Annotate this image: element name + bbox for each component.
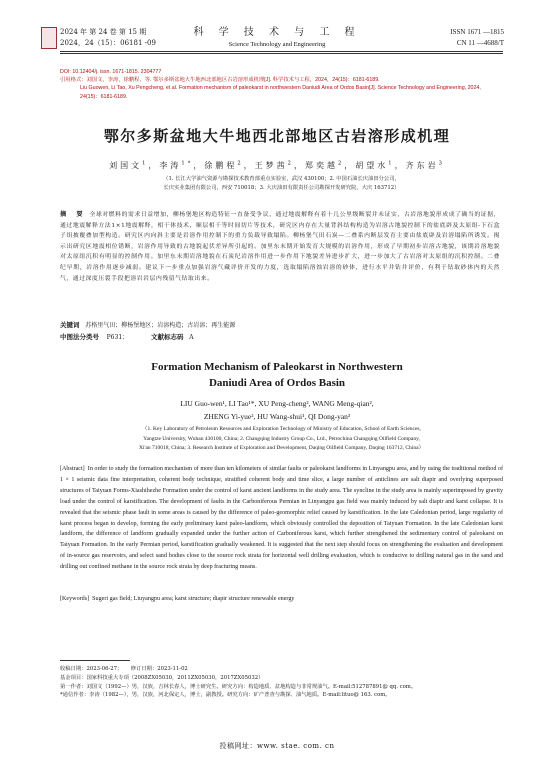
submission-url[interactable]: 投稿网址：www. stae. com. cn xyxy=(219,742,335,750)
first-author-text: 刘国文（1992—）男，汉族，吉林长春人，博士研究生。研究方向：构造地质、盆地构造与非常规油气。E-mail:512787891@ qq. com。 xyxy=(86,683,417,690)
affiliations-en xyxy=(60,425,503,454)
corr-author-text: 李涛（1982—），男，汉族，河北保定人，博士，副教授。研究方向：矿产普查与勘探、油气地质。E-mail:lituo@ 163. com。 xyxy=(89,692,391,699)
doi[interactable]: DOI: 10.12404/j. issn. 1671-1815. 2304777 xyxy=(60,69,162,75)
keywords-cn-text: 苏格里气田；柳杨堡地区；岩溶构造；古岩溶；再生能源 xyxy=(85,322,236,329)
abstract-cn xyxy=(60,210,500,284)
citation-cn: 引用格式：刘国文，李涛，徐鹏程，等. 鄂尔多斯盆地大牛地西北部地区古岩溶形成机理[J]. 科学技术与工程，2024，24(15)：6181-6189. xyxy=(60,77,380,83)
fund-text: 国家科技重大专项（2008ZX05030，2011ZX05030，2017ZX05032） xyxy=(86,674,264,681)
footnotes xyxy=(60,665,503,700)
author: 李涛$^{1*}$， xyxy=(159,160,205,170)
keywords-en-label: [Keywords] xyxy=(60,596,90,602)
received-label: 收稿日期： xyxy=(60,666,87,672)
cn-number: CN 11 —4688/T xyxy=(456,39,504,47)
affiliation-line: （1. 长江大学油气资源与勘探技术教育部重点实验室，武汉 430100；2. 中国石油长庆油田分公司， xyxy=(163,176,400,182)
paper-title-cn: 鄂尔多斯盆地大牛地西北部地区古岩溶形成机理 xyxy=(103,127,451,145)
author: 郑奕越$^2$， xyxy=(304,160,356,170)
first-author-line xyxy=(60,683,503,692)
author: 王梦茜$^2$， xyxy=(254,160,305,170)
header-rule-thin xyxy=(60,53,503,54)
affiliations-cn xyxy=(60,175,503,193)
abstract-cn-text: 全球对燃料的需求日益增加，柳杨堡地区构造特征一直备受争议，通过地震解释有着十几公里级断裂并未证实，古岩溶地貌形成成了确当的证据，通过地震解释方法1×1地震解释，相干体技术，顺层相干等时间切片等技术，研究区内存在大量背斜结构构造为岩溶古地貌控制下的盐底辟及太原组-下石盒子组披覆叠加型构造。研究区内向斜主要是岩溶作用控制下的重力负载导致塌陷。柳杨堡气田石炭—二叠系内断层发育主要由盐底辟及岩溶塌陷所诱发。揭示出研究区地震相位错断，岩溶作用导致的古地貌起伏差异所引起的。加里东末期开始发育大规模的岩溶作用，形成了早期初步岩溶古地貌，该期岩溶地貌对太原组沉积有明显的控制作用。加里东末期岩溶地貌在石炭纪岩溶作用进一步作用下地貌差异进步扩大，进一步加大了古岩溶对太原组的沉积控制。二叠纪早期，岩溶作用逐步减弱。建议下一步重点加强岩溶气藏评价开发的力度，选取塌陷溶蚀岩溶的砂体，进行水平井钻井评价，有利于钻取砂体内的天然气，通过深度压裂手段把溶岩岩层内残留气钻取出来。 xyxy=(60,212,501,282)
author: 徐鹏程$^2$， xyxy=(204,160,255,170)
date-pages: 2024，24（15）：06181 -09 xyxy=(60,39,156,47)
footnote-rule xyxy=(60,660,130,661)
header-rule xyxy=(60,51,503,52)
affiliation-line: （1. Key Laboratory of Petroleum Resources and Exploration Technology of Ministry of Education, School of Earth Sciences, xyxy=(142,426,421,432)
abstract-en-label: [Abstract] xyxy=(60,466,85,472)
affiliation-line: Yangtze University, Wuhan 430100, China; 2. Changqing Industry Group Co., Ltd., Petrochina Changqing Oilfield Company, xyxy=(143,435,420,442)
journal-title-en: Science Technology and Engineering xyxy=(228,41,326,48)
abstract-cn-label: 摘 要 xyxy=(60,211,85,218)
fund-line xyxy=(60,674,503,683)
class-value: P631； xyxy=(106,334,129,341)
keywords-cn-label: 关键词 xyxy=(60,321,80,329)
affiliation-line: Xi'an 710018, China; 3. Research Institute of Exploration and Development, Daqing Oilfield Company, Daqing 163712, China） xyxy=(138,445,425,452)
keywords-cn xyxy=(60,320,500,331)
fund-label: 基金项目： xyxy=(60,674,87,681)
received-date: 2023-06-27； xyxy=(86,666,123,672)
abstract-en xyxy=(60,464,503,573)
keywords-en-text: Sugeri gas field; Liuyangpu area; karst structure; diapir structure renewable energy xyxy=(92,596,295,602)
authors-cn xyxy=(0,160,554,171)
title-en-line: Daniudi Area of Ordos Basin xyxy=(208,377,346,389)
journal-title-cn: 科 学 技 术 与 工 程 xyxy=(193,27,361,38)
issn: ISSN 1671 —1815 xyxy=(450,28,504,36)
classification xyxy=(60,332,500,343)
author: 齐东岩$^3$ xyxy=(405,160,445,170)
doc-label: 文献标志码 xyxy=(151,333,184,341)
authors-en-line: LIU Guo-wen¹, LI Tao¹*, XU Peng-cheng², WANG Meng-qian², xyxy=(180,399,374,408)
issn-info xyxy=(450,27,504,49)
keywords-en xyxy=(60,594,503,604)
affiliation-line: 长庆实业集团有限公司，西安 710018；3. 大庆油田有限责任公司勘探开发研究院，大庆 163712） xyxy=(163,185,400,191)
authors-en xyxy=(0,397,554,423)
first-author-label: 第一作者： xyxy=(60,683,87,690)
citation-en: Liu Guowen, Li Tao, Xu Pengcheng, et al. Formation mechanism of paleokarst in northwestern Daniudi Area of Ordos Basin[J]. Science Technology and Engineering, 2024, 24(15)：6181-6189. xyxy=(80,85,481,100)
author: 胡望水$^1$， xyxy=(355,160,406,170)
author: 刘国文$^1$， xyxy=(109,160,160,170)
revised-date: 2023-11-02 xyxy=(157,666,188,672)
year-volume: 2024 年 第 24 卷 第 15 期 xyxy=(60,28,147,36)
authors-en-line: ZHENG Yi-yue², HU Wang-shui¹, QI Dong-yan³ xyxy=(203,412,351,421)
corr-author-label: *通信作者： xyxy=(60,692,90,699)
class-label: 中图法分类号 xyxy=(60,333,99,341)
abstract-en-text: In order to study the formation mechanism of more than ten kilometers of similar faults or paleokarst landforms in Linyangpu area, and by using the traditional method of 1 × 1 seismic data fine interpretation, coherent body technique, stratified coherent body and time slice, a large number of anticlines are salt diapir and overlying superposed structures of Taiyuan Forms-Xiashihezhe Formation under the control of karst ancient landforms in the study area. The syncline in the study area is mainly superimposed by gravity load under the control of karstification. The development of faults in the Carboniferous Permian in Linyangpu gas field was mainly induced by salt diapir and karst collapse. It is revealed that the seismic phase fault in some areas is caused by the difference of paleo-geomorphic relief caused by karstification. In the late Caledonian period, large regularity of karst process began to develop, forming the early preliminary karst paleo-landform, which obviously controlled the deposition of Taiyuan Formation. In the late Caledonian karst landform, the difference of landform gradually expanded under the further action of Carboniferous karst, which further strengthened the sedimentary control of paleokarst on Taiyuan Formation. In the early Permian period, karstification gradually weakened. It is suggested that the next step should focus on strengthening the evaluation and development of in-source gas reservoirs, and select sand bodies close to the source rock strata for horizontal well drilling evaluation, which is conducive to drilling natural gas in the sand and drilling out confined methane in the source rock strata by deep fracturing means. xyxy=(60,466,504,571)
corr-author-line xyxy=(60,691,503,700)
citation xyxy=(60,76,500,101)
dates-line xyxy=(60,665,503,674)
title-en-line: Formation Mechanism of Paleokarst in Northwestern xyxy=(151,361,403,373)
paper-title-en xyxy=(0,359,554,391)
revised-label: 修订日期： xyxy=(130,666,158,672)
doc-value: A xyxy=(189,334,194,341)
